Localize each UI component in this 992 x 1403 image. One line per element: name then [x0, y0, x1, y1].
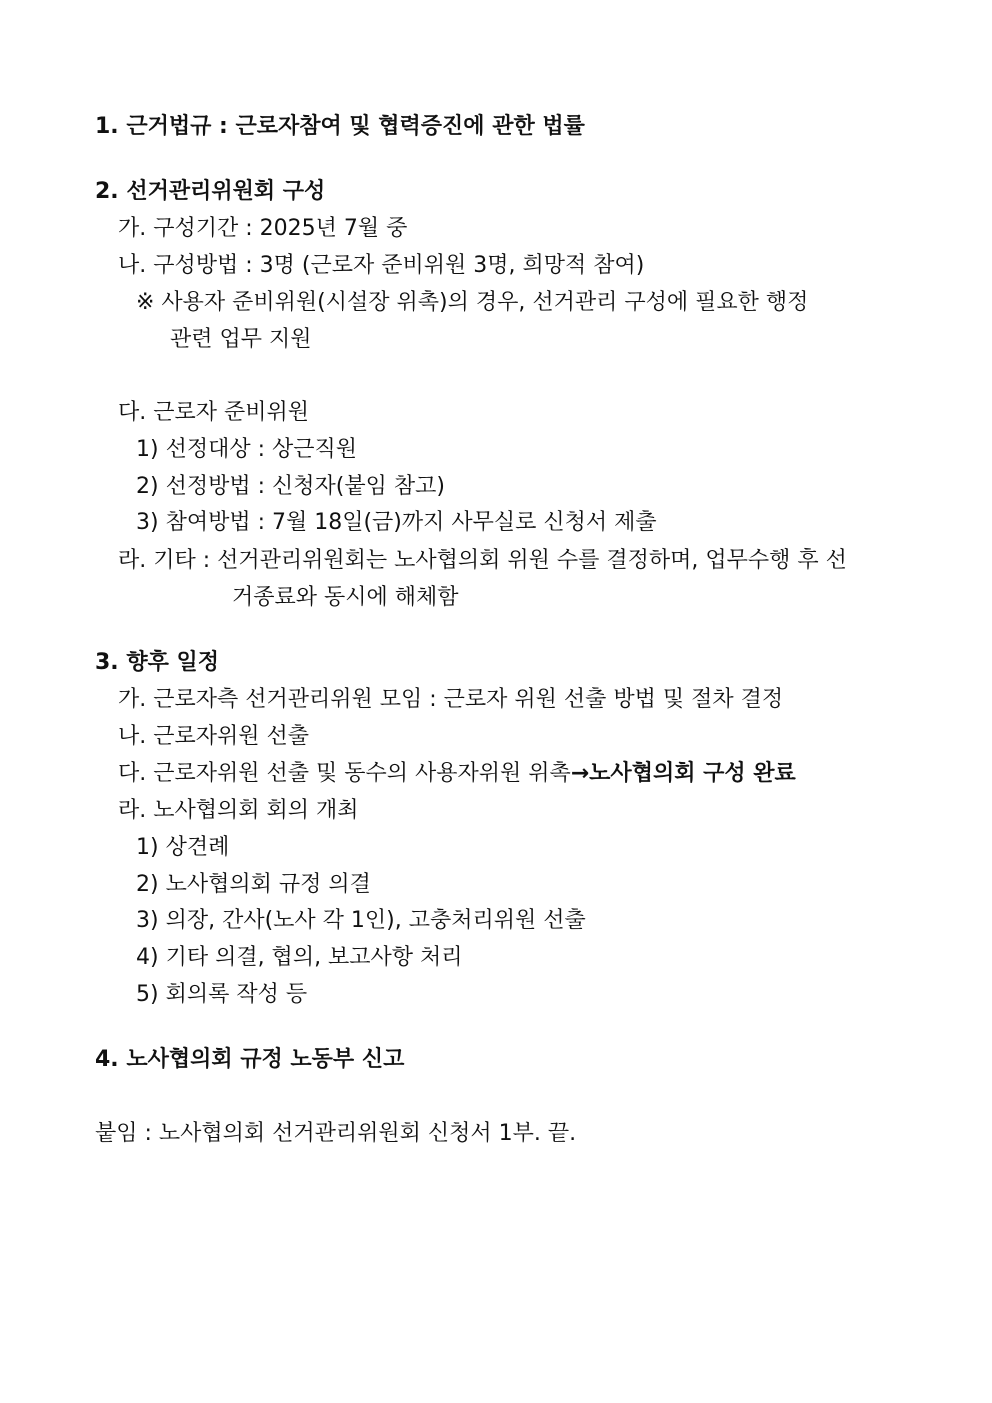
section-1-heading: 1. 근거법규 : 근로자참여 및 협력증진에 관한 법률: [95, 114, 585, 139]
section-3-ra-item-4: 4) 기타 의결, 협의, 보고사항 처리: [136, 945, 463, 970]
section-3-item-da-result: →노사협의회 구성 완료: [570, 761, 796, 786]
attachment-note: 붙임 : 노사협의회 선거관리위원회 신청서 1부. 끝.: [95, 1121, 577, 1146]
section-3-item-na: 나. 근로자위원 선출: [118, 724, 309, 749]
section-2-da-item-2: 2) 선정방법 : 신청자(붙임 참고): [136, 474, 445, 499]
section-2-da-item-3: 3) 참여방법 : 7월 18일(금)까지 사무실로 신청서 제출: [136, 510, 657, 535]
section-2-note-line1: ※ 사용자 준비위원(시설장 위촉)의 경우, 선거관리 구성에 필요한 행정: [136, 290, 809, 315]
section-2-item-ra-line1: 라. 기타 : 선거관리위원회는 노사협의회 위원 수를 결정하며, 업무수행 후 선: [118, 548, 847, 573]
section-2-da-item-1: 1) 선정대상 : 상근직원: [136, 437, 357, 462]
section-3-item-ra: 라. 노사협의회 회의 개최: [118, 798, 359, 823]
section-3-ra-item-1: 1) 상견례: [136, 835, 230, 860]
section-3-ra-item-2: 2) 노사협의회 규정 의결: [136, 872, 371, 897]
section-2-note-line2: 관련 업무 지원: [170, 327, 312, 352]
section-3-heading: 3. 향후 일정: [95, 650, 219, 675]
section-2-item-ra-line2: 거종료와 동시에 해체함: [232, 585, 459, 610]
section-3-item-da-text: 다. 근로자위원 선출 및 동수의 사용자위원 위촉: [118, 761, 571, 786]
section-3-ra-item-5: 5) 회의록 작성 등: [136, 982, 308, 1007]
section-3-item-ga: 가. 근로자측 선거관리위원 모임 : 근로자 위원 선출 방법 및 절차 결정: [118, 687, 784, 712]
section-4-heading: 4. 노사협의회 규정 노동부 신고: [95, 1047, 405, 1072]
section-2-heading: 2. 선거관리위원회 구성: [95, 179, 326, 204]
section-3-item-da: [118, 760, 796, 788]
section-2-item-na: 나. 구성방법 : 3명 (근로자 준비위원 3명, 희망적 참여): [118, 253, 645, 278]
section-3-ra-item-3: 3) 의장, 간사(노사 각 1인), 고충처리위원 선출: [136, 908, 586, 933]
section-2-item-ga: 가. 구성기간 : 2025년 7월 중: [118, 216, 408, 241]
section-2-item-da: 다. 근로자 준비위원: [118, 400, 309, 425]
